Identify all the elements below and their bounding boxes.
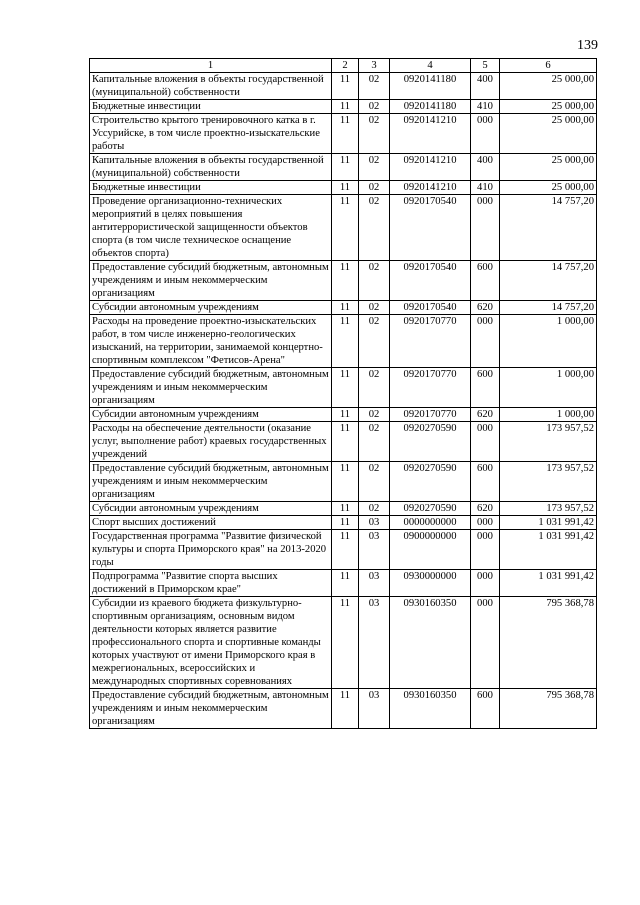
row-expense-type-cell: 600: [471, 368, 500, 408]
row-section-cell: 11: [332, 462, 359, 502]
row-target-code-cell: 0920141210: [390, 181, 471, 195]
table-row: [90, 154, 597, 181]
table-row: [90, 422, 597, 462]
row-target-code-cell: 0920170540: [390, 301, 471, 315]
table-row: [90, 315, 597, 368]
row-amount-cell: 795 368,78: [500, 597, 597, 689]
row-expense-type-cell: 600: [471, 689, 500, 729]
row-target-code-cell: 0930160350: [390, 597, 471, 689]
page-number: 139: [577, 38, 598, 53]
row-name-cell: Строительство крытого тренировочного катка в г. Уссурийске, в том числе проектно-изыскательские работы: [90, 114, 332, 154]
table-row: [90, 462, 597, 502]
row-subsection-cell: 02: [359, 422, 390, 462]
row-name-cell: Предоставление субсидий бюджетным, автономным учреждениям и иным некоммерческим организациям: [90, 261, 332, 301]
row-amount-cell: 14 757,20: [500, 195, 597, 261]
row-expense-type-cell: 400: [471, 73, 500, 100]
row-amount-cell: 25 000,00: [500, 73, 597, 100]
row-amount-cell: 1 000,00: [500, 408, 597, 422]
row-target-code-cell: 0930160350: [390, 689, 471, 729]
row-target-code-cell: 0920170770: [390, 315, 471, 368]
row-target-code-cell: 0920141180: [390, 100, 471, 114]
row-expense-type-cell: 620: [471, 408, 500, 422]
row-name-cell: Расходы на проведение проектно-изыскательских работ, в том числе инженерно-геологических изысканий, на территории, занимаемой концертно-спортивным комплексом "Фетисов-Арена": [90, 315, 332, 368]
row-target-code-cell: 0000000000: [390, 516, 471, 530]
row-amount-cell: 14 757,20: [500, 261, 597, 301]
row-expense-type-cell: 620: [471, 502, 500, 516]
row-section-cell: 11: [332, 195, 359, 261]
row-subsection-cell: 02: [359, 195, 390, 261]
row-section-cell: 11: [332, 570, 359, 597]
table-row: [90, 114, 597, 154]
row-amount-cell: 173 957,52: [500, 462, 597, 502]
budget-table: [89, 58, 597, 729]
table-row: [90, 368, 597, 408]
table-row: [90, 73, 597, 100]
row-name-cell: Субсидии автономным учреждениям: [90, 408, 332, 422]
row-amount-cell: 25 000,00: [500, 100, 597, 114]
row-amount-cell: 14 757,20: [500, 301, 597, 315]
row-subsection-cell: 02: [359, 73, 390, 100]
row-section-cell: 11: [332, 530, 359, 570]
row-section-cell: 11: [332, 100, 359, 114]
table-row: [90, 597, 597, 689]
row-section-cell: 11: [332, 422, 359, 462]
row-section-cell: 11: [332, 301, 359, 315]
row-target-code-cell: 0920270590: [390, 462, 471, 502]
row-target-code-cell: 0920170540: [390, 195, 471, 261]
row-subsection-cell: 02: [359, 408, 390, 422]
table-row: [90, 689, 597, 729]
header-col-3: 3: [359, 59, 390, 73]
row-target-code-cell: 0920170770: [390, 368, 471, 408]
row-target-code-cell: 0920141180: [390, 73, 471, 100]
header-col-4: 4: [390, 59, 471, 73]
row-subsection-cell: 02: [359, 100, 390, 114]
row-expense-type-cell: 600: [471, 462, 500, 502]
header-col-6: 6: [500, 59, 597, 73]
row-target-code-cell: 0920141210: [390, 154, 471, 181]
row-subsection-cell: 03: [359, 530, 390, 570]
row-subsection-cell: 02: [359, 114, 390, 154]
row-amount-cell: 1 031 991,42: [500, 516, 597, 530]
row-amount-cell: 1 000,00: [500, 315, 597, 368]
row-section-cell: 11: [332, 261, 359, 301]
row-expense-type-cell: 000: [471, 315, 500, 368]
row-subsection-cell: 02: [359, 315, 390, 368]
row-subsection-cell: 02: [359, 502, 390, 516]
row-expense-type-cell: 410: [471, 181, 500, 195]
row-name-cell: Предоставление субсидий бюджетным, автономным учреждениям и иным некоммерческим организациям: [90, 462, 332, 502]
row-subsection-cell: 02: [359, 462, 390, 502]
row-section-cell: 11: [332, 154, 359, 181]
table-row: [90, 502, 597, 516]
row-expense-type-cell: 000: [471, 114, 500, 154]
table-row: [90, 100, 597, 114]
row-target-code-cell: 0920141210: [390, 114, 471, 154]
row-subsection-cell: 02: [359, 181, 390, 195]
row-section-cell: 11: [332, 315, 359, 368]
row-expense-type-cell: 620: [471, 301, 500, 315]
table-row: [90, 530, 597, 570]
row-subsection-cell: 02: [359, 301, 390, 315]
row-section-cell: 11: [332, 516, 359, 530]
row-target-code-cell: 0920270590: [390, 422, 471, 462]
row-subsection-cell: 02: [359, 261, 390, 301]
row-amount-cell: 173 957,52: [500, 502, 597, 516]
header-col-2: 2: [332, 59, 359, 73]
row-name-cell: Расходы на обеспечение деятельности (оказание услуг, выполнение работ) краевых государственных учреждений: [90, 422, 332, 462]
row-target-code-cell: 0900000000: [390, 530, 471, 570]
row-amount-cell: 25 000,00: [500, 181, 597, 195]
row-subsection-cell: 03: [359, 597, 390, 689]
row-expense-type-cell: 410: [471, 100, 500, 114]
row-amount-cell: 25 000,00: [500, 154, 597, 181]
row-subsection-cell: 03: [359, 570, 390, 597]
row-name-cell: Капитальные вложения в объекты государственной (муниципальной) собственности: [90, 154, 332, 181]
header-row: [90, 59, 597, 73]
table-row: [90, 181, 597, 195]
row-subsection-cell: 02: [359, 368, 390, 408]
row-expense-type-cell: 000: [471, 516, 500, 530]
row-name-cell: Бюджетные инвестиции: [90, 181, 332, 195]
row-name-cell: Субсидии из краевого бюджета физкультурно-спортивным организациям, основным видом деятельности которых является развитие профессионального спорта и спортивные команды которых участвуют от имени Приморского края в межрегиональных, всероссийских и международных спортивных соревнованиях: [90, 597, 332, 689]
table-row: [90, 301, 597, 315]
row-amount-cell: 1 000,00: [500, 368, 597, 408]
row-subsection-cell: 03: [359, 689, 390, 729]
row-section-cell: 11: [332, 73, 359, 100]
row-section-cell: 11: [332, 114, 359, 154]
table-row: [90, 195, 597, 261]
row-amount-cell: 173 957,52: [500, 422, 597, 462]
row-name-cell: Предоставление субсидий бюджетным, автономным учреждениям и иным некоммерческим организациям: [90, 368, 332, 408]
row-section-cell: 11: [332, 368, 359, 408]
table-row: [90, 408, 597, 422]
row-section-cell: 11: [332, 689, 359, 729]
row-expense-type-cell: 000: [471, 530, 500, 570]
row-expense-type-cell: 000: [471, 422, 500, 462]
table-row: [90, 516, 597, 530]
row-amount-cell: 1 031 991,42: [500, 570, 597, 597]
row-target-code-cell: 0930000000: [390, 570, 471, 597]
row-expense-type-cell: 600: [471, 261, 500, 301]
row-name-cell: Субсидии автономным учреждениям: [90, 502, 332, 516]
table-row: [90, 261, 597, 301]
row-amount-cell: 795 368,78: [500, 689, 597, 729]
row-section-cell: 11: [332, 408, 359, 422]
row-name-cell: Государственная программа "Развитие физической культуры и спорта Приморского края" на 2013-2020 годы: [90, 530, 332, 570]
row-amount-cell: 1 031 991,42: [500, 530, 597, 570]
row-expense-type-cell: 000: [471, 570, 500, 597]
row-name-cell: Субсидии автономным учреждениям: [90, 301, 332, 315]
header-col-5: 5: [471, 59, 500, 73]
row-subsection-cell: 03: [359, 516, 390, 530]
row-name-cell: Предоставление субсидий бюджетным, автономным учреждениям и иным некоммерческим организациям: [90, 689, 332, 729]
row-subsection-cell: 02: [359, 154, 390, 181]
row-target-code-cell: 0920170770: [390, 408, 471, 422]
row-expense-type-cell: 000: [471, 195, 500, 261]
row-name-cell: Спорт высших достижений: [90, 516, 332, 530]
row-name-cell: Бюджетные инвестиции: [90, 100, 332, 114]
row-section-cell: 11: [332, 502, 359, 516]
header-col-1: 1: [90, 59, 332, 73]
row-amount-cell: 25 000,00: [500, 114, 597, 154]
row-expense-type-cell: 400: [471, 154, 500, 181]
row-target-code-cell: 0920270590: [390, 502, 471, 516]
row-expense-type-cell: 000: [471, 597, 500, 689]
row-target-code-cell: 0920170540: [390, 261, 471, 301]
table-row: [90, 570, 597, 597]
row-name-cell: Подпрограмма "Развитие спорта высших достижений в Приморском крае": [90, 570, 332, 597]
row-name-cell: Капитальные вложения в объекты государственной (муниципальной) собственности: [90, 73, 332, 100]
row-section-cell: 11: [332, 181, 359, 195]
row-section-cell: 11: [332, 597, 359, 689]
row-name-cell: Проведение организационно-технических мероприятий в целях повышения антитеррористической защищенности объектов спорта (в том числе техническое оснащение объектов спорта): [90, 195, 332, 261]
